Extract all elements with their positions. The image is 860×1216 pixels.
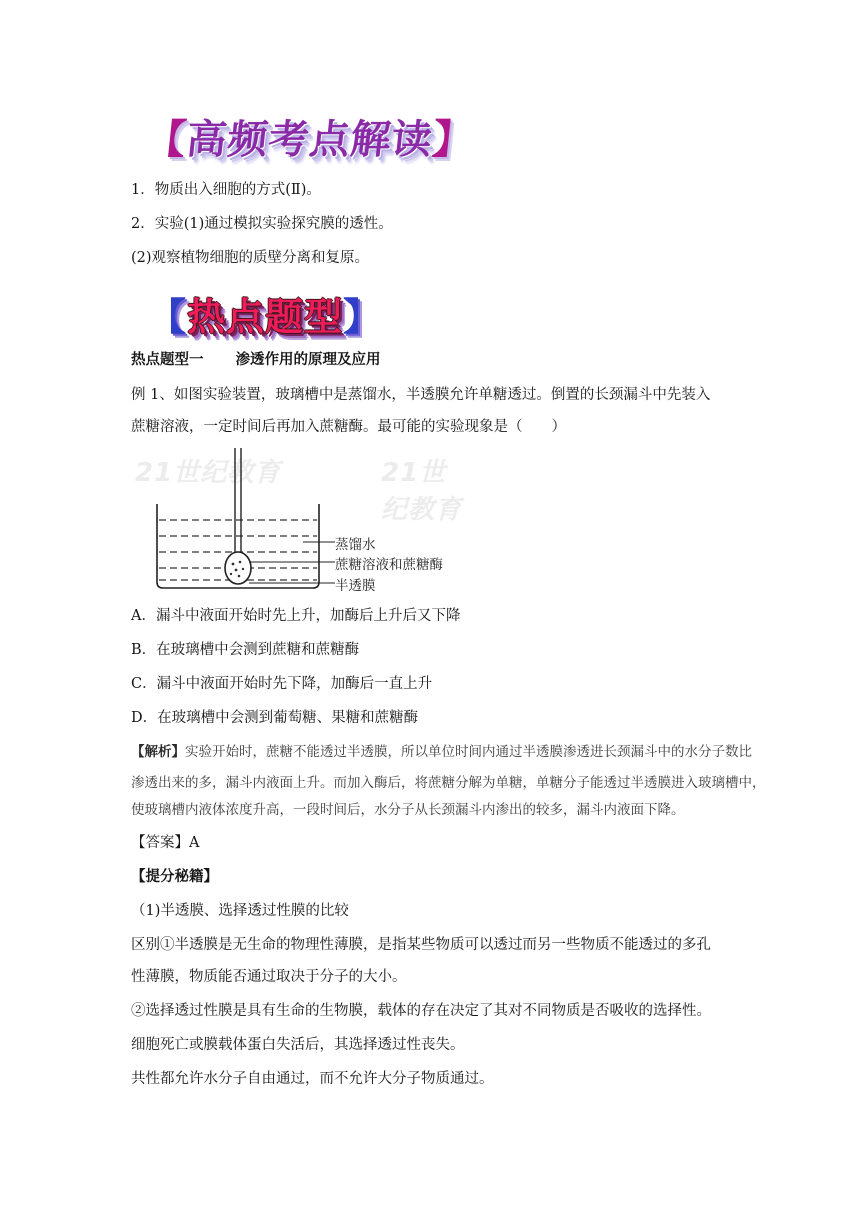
analysis-tag: 【解析】 (131, 744, 185, 760)
question-line-2: 蔗糖溶液，一定时间后再加入蔗糖酶。最可能的实验现象是（ ） (131, 419, 566, 435)
section-topic: 渗透作用的原理及应用 (235, 351, 381, 368)
option-a: A．漏斗中液面开始时先上升，加酶后上升后又下降 (131, 608, 461, 624)
banner-bracket-close: 】 (430, 117, 477, 163)
label-semipermeable-membrane: 半透膜 (335, 578, 376, 594)
analysis-line-3: 使玻璃槽内液体浓度升高，一段时间后，水分子从长颈漏斗内渗出的较多，漏斗内液面下降。 (131, 802, 685, 818)
watermark: 21世纪教育 (381, 458, 463, 525)
analysis-line-1 (131, 742, 752, 762)
label-sucrose-enzyme: 蔗糖溶液和蔗糖酶 (335, 557, 443, 573)
section-label: 热点题型一 (131, 351, 204, 368)
tips-line-6: 共性都允许水分子自由通过，而不允许大分子物质通过。 (131, 1071, 494, 1087)
answer: 【答案】A (131, 835, 200, 851)
tips-line-4: ②选择透过性膜是具有生命的生物膜，载体的存在决定了其对不同物质是否吸收的选择性。 (131, 1003, 711, 1019)
banner-bracket-open: 【 (143, 117, 190, 163)
banner-title: 高频考点解读 (184, 117, 436, 163)
option-c: C．漏斗中液面开始时先下降，加酶后一直上升 (131, 676, 433, 692)
banner-bracket-open: 【 (148, 295, 188, 339)
option-b: B．在玻璃槽中会测到蔗糖和蔗糖酶 (131, 642, 360, 658)
banner-hot-question-types (148, 286, 382, 341)
tips-line-2: 区别①半透膜是无生命的物理性薄膜，是指某些物质可以透过而另一些物质不能透过的多孔 (131, 937, 711, 953)
banner-high-frequency-points (143, 108, 477, 165)
tips-line-1: （1)半透膜、选择透过性膜的比较 (131, 903, 349, 919)
tips-line-5: 细胞死亡或膜载体蛋白失活后，其选择透过性丧失。 (131, 1037, 465, 1053)
question-line-1: 例 1、如图实验装置，玻璃槽中是蒸馏水，半透膜允许单糖透过。倒置的长颈漏斗中先装入 (131, 387, 711, 403)
option-d: D．在玻璃槽中会测到葡萄糖、果糖和蔗糖酶 (131, 710, 419, 726)
section-heading (131, 350, 381, 370)
tips-line-3: 性薄膜，物质能否通过取决于分子的大小。 (131, 969, 407, 985)
watermark: 21世纪教育 (135, 458, 282, 488)
banner-title: 热点题型 (187, 295, 344, 339)
experiment-figure (131, 446, 471, 596)
key-point-2: 2．实验(1)通过模拟实验探究膜的透性。 (131, 216, 393, 232)
tips-title: 【提分秘籍】 (131, 868, 218, 885)
key-point-1: 1．物质出入细胞的方式(Ⅱ)。 (131, 182, 321, 198)
apparatus-diagram (131, 446, 471, 596)
analysis-line-2: 渗透出来的多，漏斗内液面上升。而加入酶后，将蔗糖分解为单糖，单糖分子能透过半透膜进入玻璃槽中， (131, 775, 766, 791)
key-point-3: (2)观察植物细胞的质壁分离和复原。 (131, 250, 370, 266)
analysis-text: 实验开始时，蔗糖不能透过半透膜，所以单位时间内通过半透膜渗透进长颈漏斗中的水分子数比 (185, 744, 752, 760)
banner-bracket-close: 】 (343, 295, 383, 339)
label-distilled-water: 蒸馏水 (335, 537, 376, 553)
